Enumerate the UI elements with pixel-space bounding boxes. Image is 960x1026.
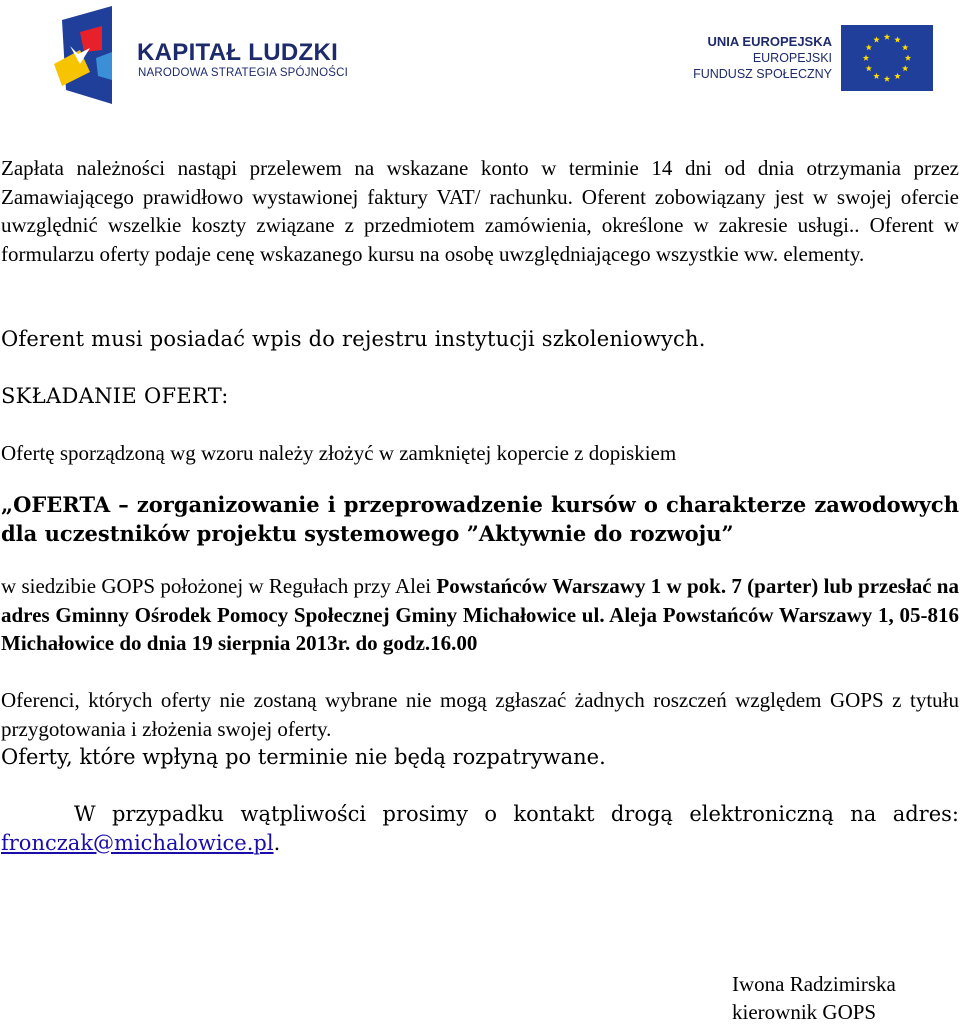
eu-flag-icon (841, 25, 933, 91)
signature-position: kierownik GOPS (732, 1000, 877, 1024)
submission-instruction: Ofertę sporządzoną wg wzoru należy złożyć w zamkniętej kopercie z dopiskiem (1, 441, 677, 465)
contact-paragraph (1, 800, 959, 857)
signature (732, 970, 896, 1026)
contact-end: . (273, 830, 281, 855)
contact-email-link[interactable]: fronczak@michalowice.pl (1, 830, 274, 855)
kapital-ludzki-title: KAPITAŁ LUDZKI (137, 39, 339, 66)
late-offers-paragraph: Oferty, które wpłyną po terminie nie będą rozpatrywane. (1, 745, 606, 769)
eu-line-1: UNIA EUROPEJSKA (707, 34, 832, 49)
signature-name: Iwona Radzimirska (732, 972, 896, 996)
no-claims-paragraph: Oferenci, których oferty nie zostaną wybrane nie mogą zgłaszać żadnych roszczeń względem GOPS z tytułu przygotowania i złożenia swojej oferty. (1, 688, 959, 741)
eu-logo-text (693, 34, 832, 82)
payment-paragraph: Zapłata należności nastąpi przelewem na wskazane konto w terminie 14 dni od dnia otrzymania przez Zamawiającego prawidłowo wystawionej faktury VAT/ rachunku. Oferent zobowiązany jest w swojej ofercie uwzględnić wszelkie koszty związane z przedmiotem zamówienia, określone w zakresie usługi.. Oferent w formularzu oferty podaje cenę wskazanego kursu na osobę uwzględniającego wszystkie ww. elementy. (1, 156, 959, 266)
kapital-ludzki-subtitle: NARODOWA STRATEGIA SPÓJNOŚCI (138, 67, 349, 79)
eu-line-3: FUNDUSZ SPOŁECZNY (693, 67, 832, 81)
envelope-label: „OFERTA – zorganizowanie i przeprowadzenie kursów o charakterze zawodowych dla uczestników projektu systemowego ”Aktywnie do rozwoju” (1, 492, 959, 546)
contact-text: W przypadku wątpliwości prosimy o kontakt drogą elektroniczną na adres: (74, 802, 959, 826)
delivery-address: Powstańców Warszawy 1 w pok. 7 (parter) lub przesłać na adres Gminny Ośrodek Pomocy Społecznej Gminy Michałowice ul. Aleja Powstańców Warszawy 1, 05-816 Michałowice do dnia 19 sierpnia 2013r. do godz.16.00 (1, 574, 959, 656)
registry-requirement: Oferent musi posiadać wpis do rejestru instytucji szkoleniowych. (1, 327, 706, 351)
delivery-paragraph (1, 572, 959, 658)
section-heading: SKŁADANIE OFERT: (1, 384, 229, 408)
delivery-intro: w siedzibie GOPS położonej w Regułach przy Alei (1, 574, 437, 598)
eu-line-2: EUROPEJSKI (752, 51, 832, 65)
